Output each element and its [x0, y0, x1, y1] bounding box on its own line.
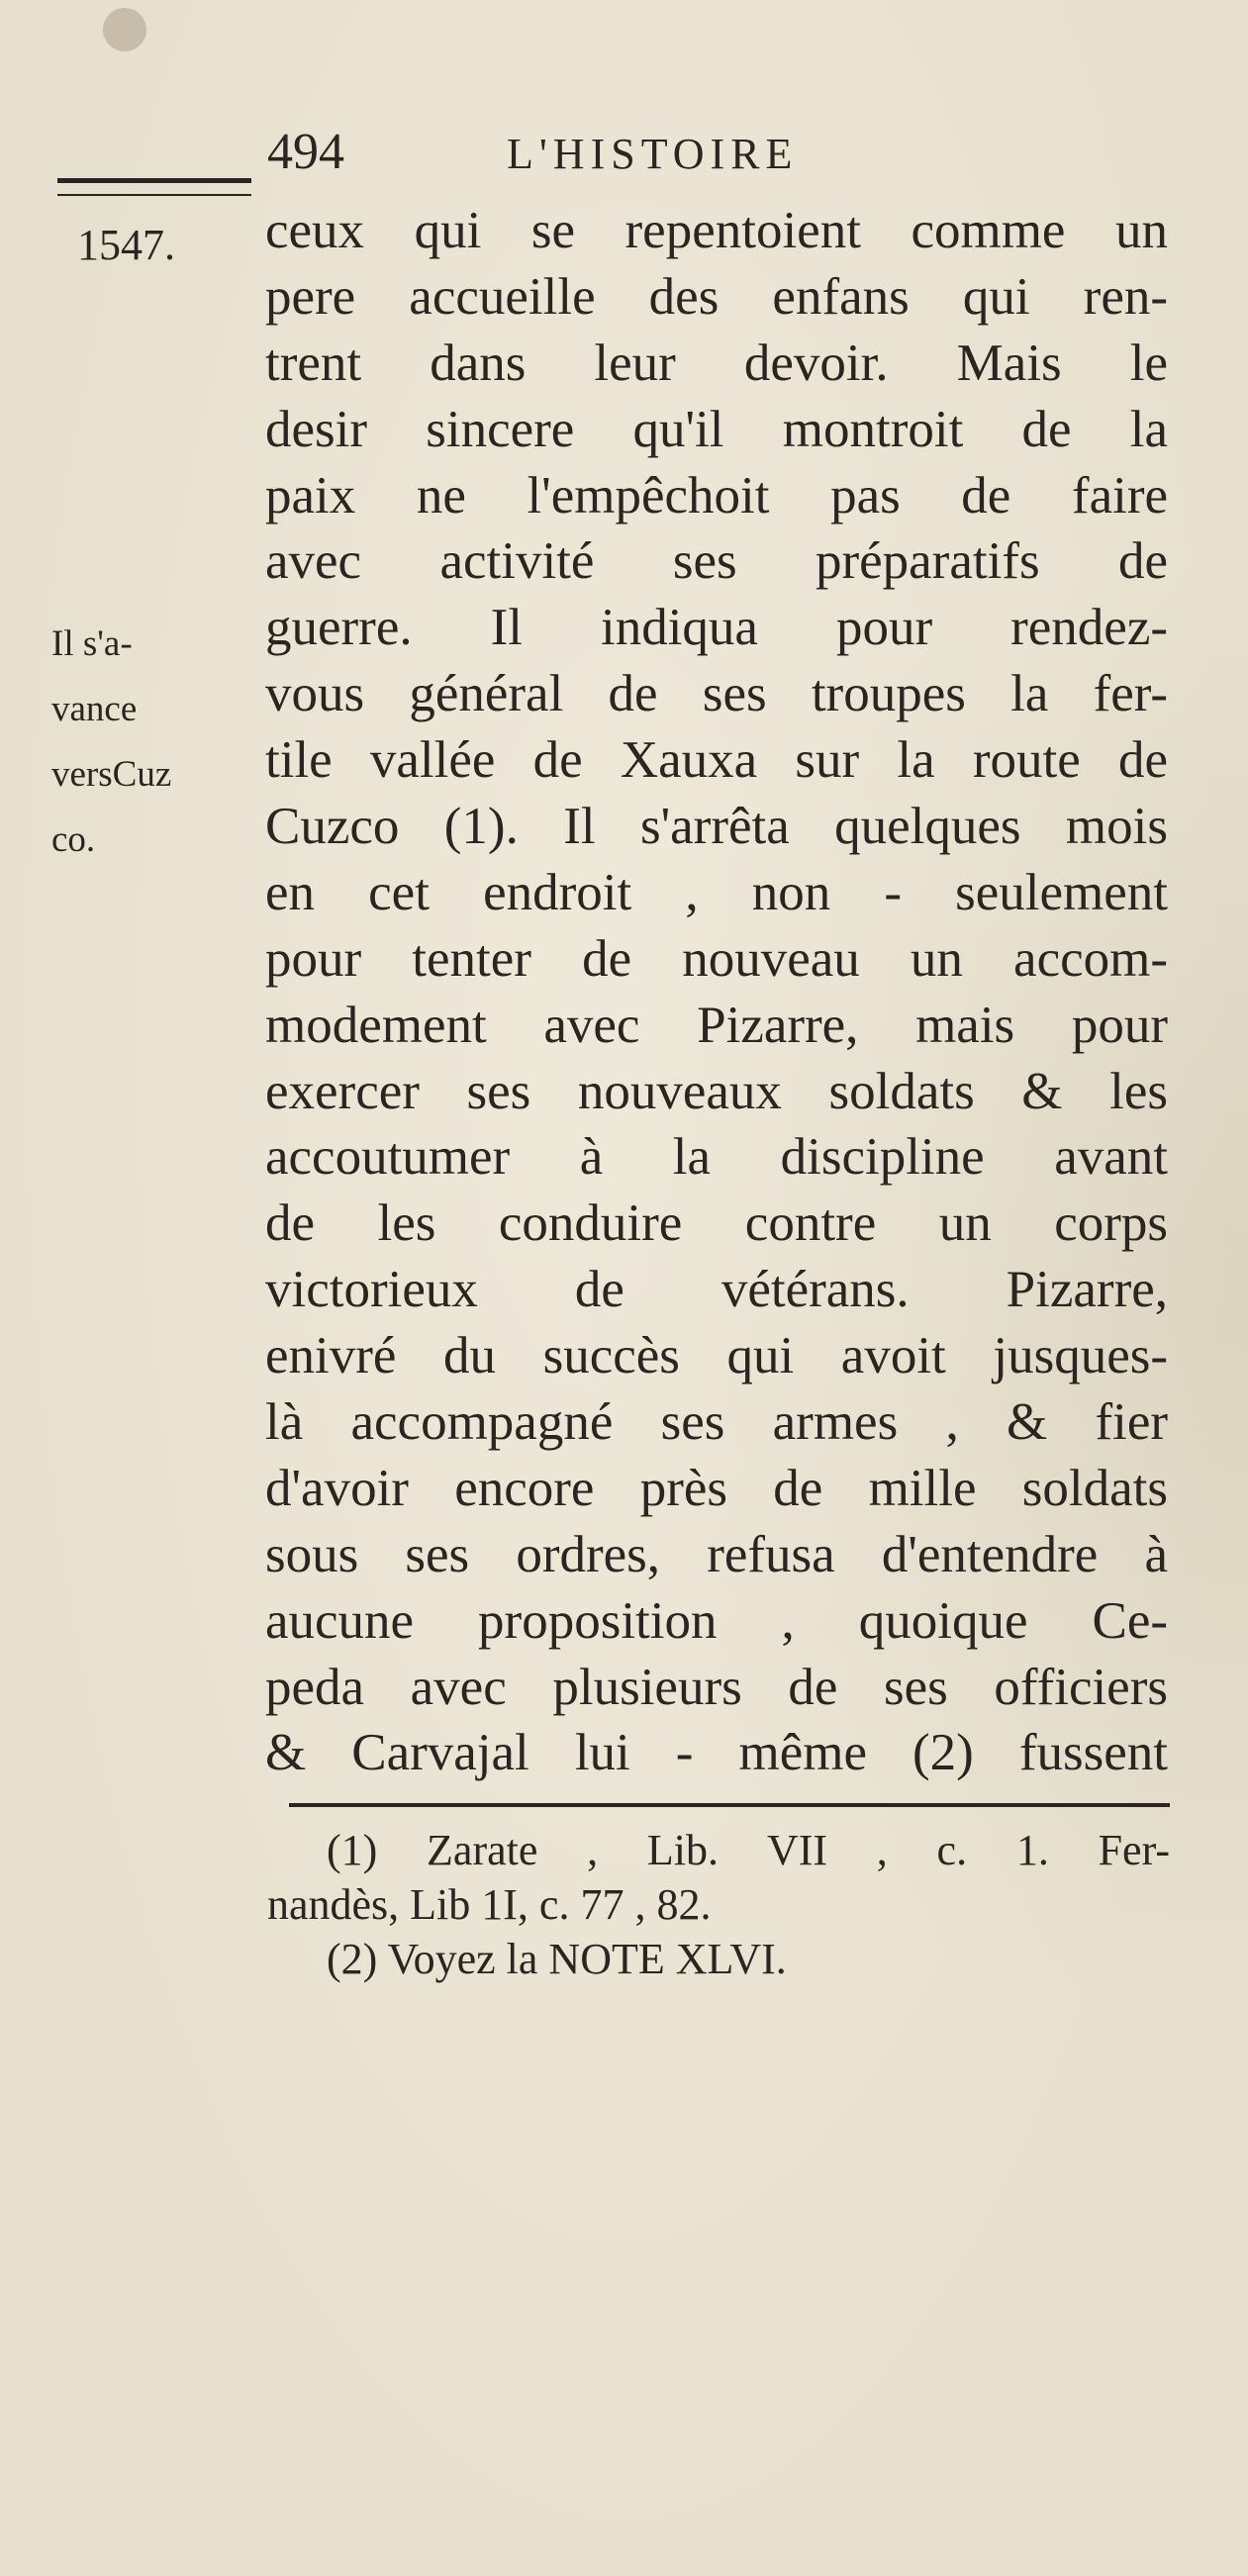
text-line: en cet endroit , non - seulement — [265, 863, 1168, 921]
footnote-1-line-2: nandès, Lib 1I, c. 77 , 82. — [267, 1880, 712, 1929]
text-line: desir sincere qu'il montroit de la — [265, 400, 1168, 458]
text-line: enivré du succès qui avoit jusques- — [265, 1327, 1168, 1385]
text-line: pere accueille des enfans qui ren- — [265, 267, 1168, 326]
text-line: tile vallée de Xauxa sur la route de — [265, 731, 1168, 790]
footnote-2: (2) Voyez la NOTE XLVI. — [327, 1935, 787, 1983]
text-line: là accompagné ses armes , & fier — [265, 1393, 1168, 1452]
text-line: Cuzco (1). Il s'arrêta quelques mois — [265, 798, 1168, 856]
running-title: L'HISTOIRE — [507, 130, 799, 178]
text-line: sous ses ordres, refusa d'entendre à — [265, 1525, 1168, 1583]
page-number: 494 — [267, 124, 344, 180]
text-line: aucune proposition , quoique Ce- — [265, 1591, 1168, 1650]
footnote-1-line-1: (1) Zarate , Lib. VII , c. 1. Fer- — [327, 1826, 1170, 1874]
text-line: & Carvajal lui - même (2) fussent — [265, 1724, 1168, 1782]
text-line: modement avec Pizarre, mais pour — [265, 996, 1168, 1054]
margin-note — [51, 612, 249, 873]
margin-note-line: versCuz — [51, 754, 172, 795]
margin-note-line: co. — [51, 819, 96, 860]
text-line: accoutumer à la discipline avant — [265, 1128, 1168, 1187]
margin-note-line: vance — [51, 689, 138, 729]
margin-year: 1547. — [77, 221, 175, 269]
text-line: pour tenter de nouveau un accom- — [265, 929, 1168, 988]
text-line: de les conduire contre un corps — [265, 1194, 1168, 1253]
text-line: guerre. Il indiqua pour rendez- — [265, 599, 1168, 657]
text-line: ceux qui se repentoient comme un — [265, 202, 1168, 259]
text-line: trent dans leur devoir. Mais le — [265, 334, 1168, 392]
footnote-rule — [289, 1803, 1170, 1807]
text-line: paix ne l'empêchoit pas de faire — [265, 466, 1168, 525]
margin-note-line: Il s'a- — [51, 623, 133, 664]
header-rule-thin — [57, 194, 251, 196]
body-text — [265, 198, 1168, 1786]
text-line: peda avec plusieurs de ses officiers — [265, 1658, 1168, 1716]
text-line: vous général de ses troupes la fer- — [265, 665, 1168, 723]
text-line: d'avoir encore près de mille soldats — [265, 1459, 1168, 1517]
text-line: exercer ses nouveaux soldats & les — [265, 1062, 1168, 1120]
text-line: avec activité ses préparatifs de — [265, 532, 1168, 591]
header-rule — [57, 178, 251, 183]
text-line: victorieux de vétérans. Pizarre, — [265, 1261, 1168, 1319]
footnotes — [267, 1823, 1170, 1986]
ink-stain — [103, 8, 146, 51]
